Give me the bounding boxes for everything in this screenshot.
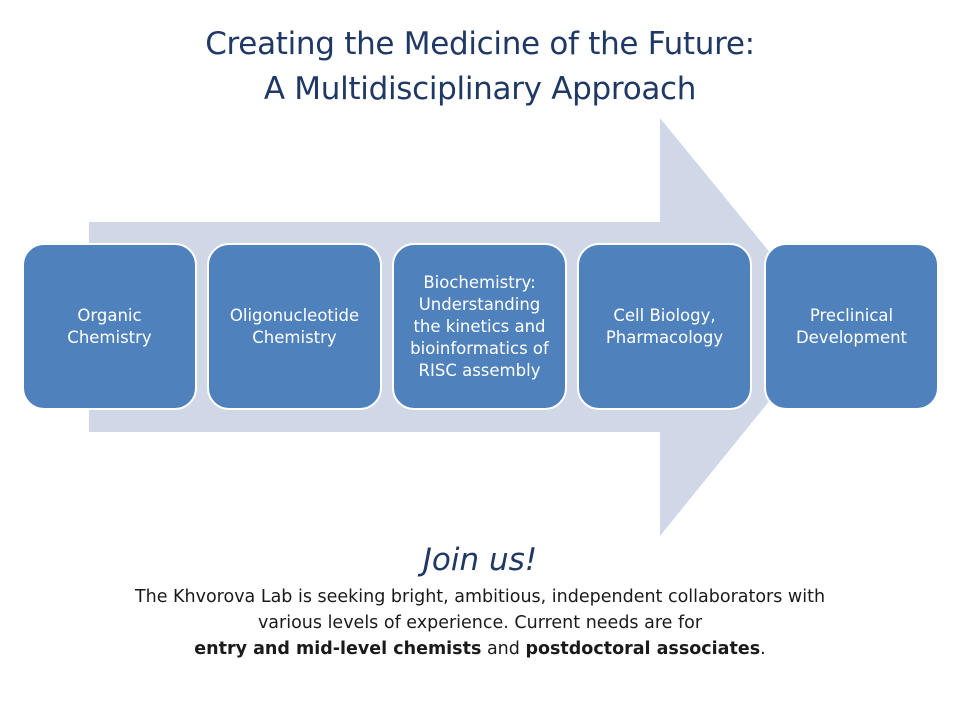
step-label: Oligonucleotide Chemistry	[229, 305, 360, 347]
step-organic-chemistry	[22, 243, 197, 410]
recruitment-line-2: various levels of experience. Current needs are for	[257, 613, 703, 633]
step-cell-biology	[577, 243, 752, 410]
step-oligonucleotide-chemistry	[207, 243, 382, 410]
title-line-1: Creating the Medicine of the Future:	[205, 26, 755, 62]
recruitment-line-1: The Khvorova Lab is seeking bright, ambitious, independent collaborators with	[134, 587, 826, 607]
conjunction: and	[481, 639, 526, 659]
recruitment-text	[90, 584, 870, 662]
step-preclinical-development	[764, 243, 939, 410]
title-line-2: A Multidisciplinary Approach	[263, 71, 697, 107]
role-postdocs: postdoctoral associates	[525, 639, 761, 659]
step-label: Organic Chemistry	[67, 305, 152, 347]
step-biochemistry	[392, 243, 567, 410]
role-chemists: entry and mid-level chemists	[194, 639, 482, 659]
step-label: Biochemistry: Understanding the kinetics and bioinformatics of RISC assembly	[410, 272, 549, 380]
step-label: Cell Biology, Pharmacology	[605, 305, 724, 347]
period: .	[760, 639, 766, 659]
join-heading: Join us!	[422, 542, 538, 578]
recruitment-line-3	[90, 636, 870, 662]
step-label: Preclinical Development	[795, 305, 908, 347]
